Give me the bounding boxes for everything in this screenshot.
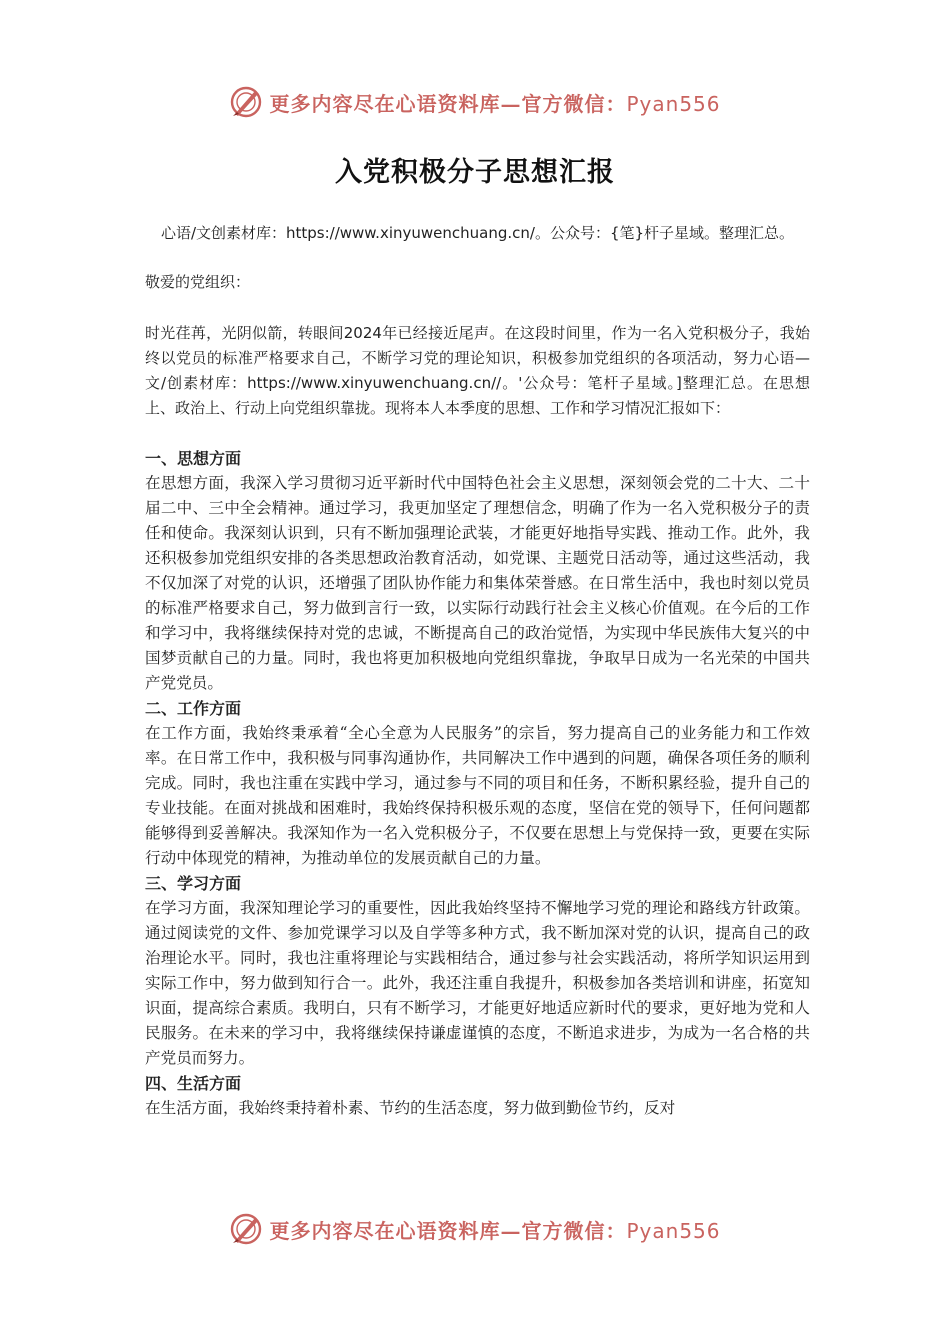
brush-logo-icon	[229, 1212, 263, 1246]
section-heading: 三、学习方面	[145, 874, 242, 893]
section-heading: 四、生活方面	[145, 1074, 242, 1093]
section-heading: 二、工作方面	[145, 699, 242, 718]
section-heading: 一、思想方面	[145, 449, 242, 468]
page-title: 入党积极分子思想汇报	[335, 157, 615, 188]
section-paragraph: 在学习方面，我深知理论学习的重要性，因此我始终坚持不懈地学习党的理论和路线方针政策。通过阅读党的文件、参加党课学习以及自学等多种方式，我不断加深对党的认识，提高自己的政治理论水平。同时，我也注重将理论与实践相结合，通过参与社会实践活动，将所学知识运用到实际工作中，努力做到知行合一。此外，我还注重自我提升，积极参加各类培训和讲座，拓宽知识面，提高综合素质。我明白，只有不断学习，才能更好地适应新时代的要求，更好地为党和人民服务。在未来的学习中，我将继续保持谦虚谨慎的态度，不断追求进步，为成为一名合格的共产党员而努力。	[145, 899, 810, 1067]
footer-banner	[0, 1209, 950, 1249]
section-paragraph: 在生活方面，我始终秉持着朴素、节约的生活态度，努力做到勤俭节约，反对	[145, 1099, 676, 1117]
source-note: 心语/文创素材库：https://www.xinyuwenchuang.cn/。公众号：{笔}杆子星域。整理汇总。	[160, 224, 795, 242]
section-paragraph: 在工作方面，我始终秉承着“全心全意为人民服务”的宗旨，努力提高自己的业务能力和工作效率。在日常工作中，我积极与同事沟通协作，共同解决工作中遇到的问题，确保各项任务的顺利完成。同时，我也注重在实践中学习，通过参与不同的项目和任务，不断积累经验，提升自己的专业技能。在面对挑战和困难时，我始终保持积极乐观的态度，坚信在党的领导下，任何问题都能够得到妥善解决。我深知作为一名入党积极分子，不仅要在思想上与党保持一致，更要在实际行动中体现党的精神，为推动单位的发展贡献自己的力量。	[145, 724, 810, 867]
wechat-handle: Pyan556	[626, 91, 721, 116]
wechat-handle: Pyan556	[626, 1218, 721, 1243]
section-paragraph: 在思想方面，我深入学习贯彻习近平新时代中国特色社会主义思想，深刻领会党的二十大、二十届二中、三中全会精神。通过学习，我更加坚定了理想信念，明确了作为一名入党积极分子的责任和使命。我深刻认识到，只有不断加强理论武装，才能更好地指导实践、推动工作。此外，我还积极参加党组织安排的各类思想政治教育活动，如党课、主题党日活动等，通过这些活动，我不仅加深了对党的认识，还增强了团队协作能力和集体荣誉感。在日常生活中，我也时刻以党员的标准严格要求自己，努力做到言行一致，以实际行动践行社会主义核心价值观。在今后的工作和学习中，我将继续保持对党的忠诚，不断提高自己的政治觉悟，为实现中华民族伟大复兴的中国梦贡献自己的力量。同时，我也将更加积极地向党组织靠拢，争取早日成为一名光荣的中国共产党党员。	[145, 474, 810, 692]
salutation: 敬爱的党组织：	[145, 273, 251, 291]
intro-paragraph: 时光荏苒，光阴似箭，转眼间2024年已经接近尾声。在这段时间里，作为一名入党积极分子，我始终以党员的标准严格要求自己，不断学习党的理论知识，积极参加党组织的各项活动，努力心语—文/创素材库：https://www.xinyuwenchuang.cn//。'公众号：笔杆子星域。]整理汇总。在思想上、政治上、行动上向党组织靠拢。现将本人本季度的思想、工作和学习情况汇报如下：	[145, 324, 810, 417]
header-banner	[0, 82, 950, 122]
header-banner-text: 更多内容尽在心语资料库—官方微信：Pyan556	[269, 91, 721, 116]
report-body	[145, 446, 810, 1121]
brush-logo-icon	[229, 85, 263, 119]
footer-banner-text: 更多内容尽在心语资料库—官方微信：Pyan556	[269, 1218, 721, 1243]
